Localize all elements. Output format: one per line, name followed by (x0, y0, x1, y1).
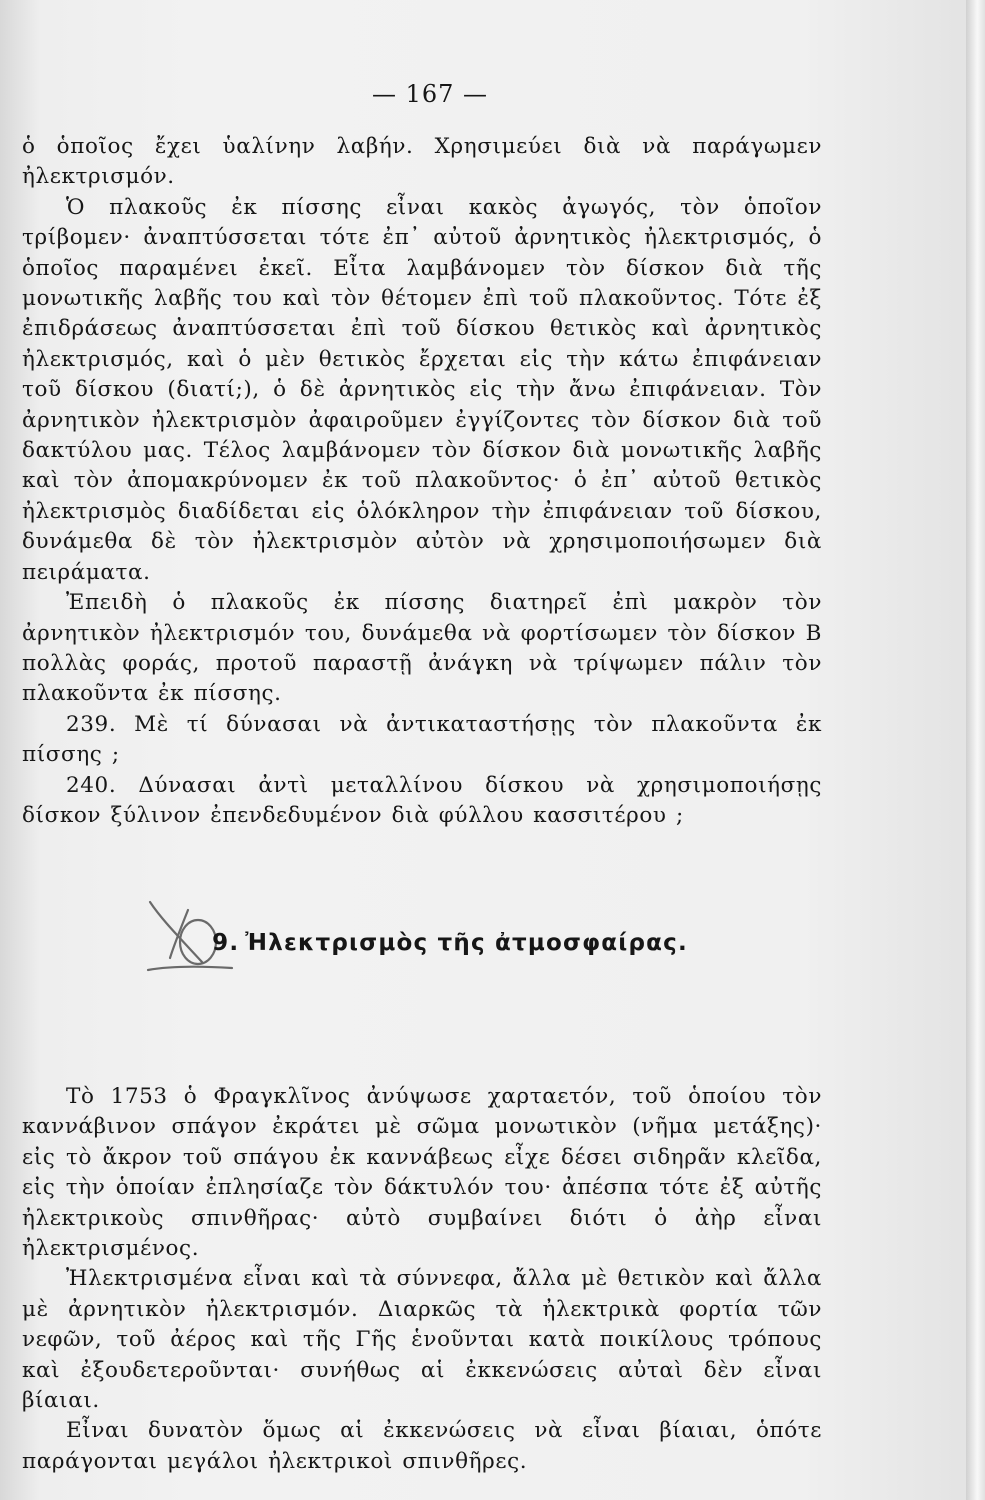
question-number: 239. (66, 711, 117, 737)
upper-text-block (22, 132, 822, 831)
paragraph-violent-discharges: Εἶναι δυνατὸν ὅμως αἱ ἐκκενώσεις νὰ εἶναι βίαιαι, ὁπότε παράγονται μεγάλοι ἠλεκτρικοὶ σπινθῆρες. (22, 1418, 822, 1474)
paragraph-pitch-cake-procedure: Ὁ πλακοῦς ἐκ πίσσης εἶναι κακὸς ἀγωγός, τὸν ὁποῖον τρίβομεν· ἀναπτύσσεται τότε ἐπ᾽ αὐτοῦ ἀρνητικὸς ἠλεκτρισμός, ὁ ὁποῖος παραμένει ἐκεῖ. Εἶτα λαμβάνομεν τὸν δίσκον διὰ τῆς μονωτικῆς λαβῆς του καὶ τὸν θέτομεν ἐπὶ τοῦ πλακοῦντος. Τότε ἐξ ἐπιδράσεως ἀναπτύσσεται ἐπὶ τοῦ δίσκου θετικὸς καὶ ἀρνητικὸς ἠλεκτρισμός, καὶ ὁ μὲν θετικὸς ἔρχεται εἰς τὴν κάτω ἐπιφάνειαν τοῦ δίσκου (διατί;), ὁ δὲ ἀρνητικὸς εἰς τὴν ἄνω ἐπιφάνειαν. Τὸν ἀρνητικὸν ἠλεκτρισμὸν ἀφαιροῦμεν ἐγγίζοντες τὸν δίσκον διὰ τοῦ δακτύλου μας. Τέλος λαμβάνομεν τὸν δίσκον διὰ μονωτικῆς λαβῆς καὶ τὸν ἀπομακρύνομεν ἐκ τοῦ πλακοῦντος· ὁ ἐπ᾽ αὐτοῦ θετικὸς ἠλεκτρισμὸς διαδίδεται εἰς ὁλόκληρον τὴν ἐπιφάνειαν τοῦ δίσκου, δυνάμεθα δὲ τὸν ἠλεκτρισμὸν αὐτὸν νὰ χρησιμοποιήσωμεν διὰ πειράματα. (22, 194, 822, 585)
question-239 (22, 710, 822, 771)
paragraph-electrophorus-handle: ὁ ὁποῖος ἔχει ὑαλίνην λαβήν. Χρησιμεύει διὰ νὰ παράγωμεν ἠλεκτρισμόν. (22, 134, 822, 190)
question-text: Δύνασαι ἀντὶ μεταλλίνου δίσκου νὰ χρησιμοποιήσῃς δίσκον ξύλινον ἐπενδεδυμένον διὰ φύλλου κασσιτέρου ; (22, 772, 822, 828)
section-number: 9. (212, 930, 240, 956)
section-heading (0, 930, 900, 956)
lower-text-block (22, 1082, 822, 1477)
page-number: — 167 — (371, 80, 489, 108)
section-title: Ἠλεκτρισμὸς τῆς ἀτμοσφαίρας. (245, 930, 688, 956)
paragraph-repeated-charging: Ἐπειδὴ ὁ πλακοῦς ἐκ πίσσης διατηρεῖ ἐπὶ μακρὸν τὸν ἀρνητικὸν ἠλεκτρισμόν του, δυνάμεθα νὰ φορτίσωμεν τὸν δίσκον Β πολλὰς φοράς, προτοῦ παραστῇ ἀνάγκη νὰ τρίψωμεν πάλιν τὸν πλακοῦντα ἐκ πίσσης. (22, 590, 822, 707)
paragraph-franklin-kite: Τὸ 1753 ὁ Φραγκλῖνος ἀνύψωσε χαρταετόν, τοῦ ὁποίου τὸν καννάβινον σπάγον ἐκράτει μὲ σῶμα μονωτικὸν (νῆμα μετάξης)· εἰς τὸ ἄκρον τοῦ σπάγου ἐκ καννάβεως εἶχε δέσει σιδηρᾶν κλεῖδα, εἰς τὴν ὁποίαν ἐπλησίαζε τὸν δάκτυλόν του· ἀπέσπα τότε ἐξ αὐτῆς ἠλεκτρικοὺς σπινθῆρας· αὐτὸ συμβαίνει διότι ὁ ἀὴρ εἶναι ἠλεκτρισμένος. (22, 1084, 822, 1262)
paragraph-charged-clouds: Ἠλεκτρισμένα εἶναι καὶ τὰ σύννεφα, ἄλλα μὲ θετικὸν καὶ ἄλλα μὲ ἀρνητικὸν ἠλεκτρισμόν. Διαρκῶς τὰ ἠλεκτρικὰ φορτία τῶν νεφῶν, τοῦ ἀέρος καὶ τῆς Γῆς ἑνοῦνται κατὰ ποικίλους τρόπους καὶ ἐξουδετεροῦνται· συνήθως αἱ ἐκκενώσεις αὐταὶ δὲν εἶναι βίαιαι. (22, 1266, 822, 1414)
question-text: Μὲ τί δύνασαι νὰ ἀντικαταστήσῃς τὸν πλακοῦντα ἐκ πίσσης ; (22, 711, 822, 768)
page-edge (966, 0, 985, 1500)
question-240 (22, 771, 822, 832)
question-number: 240. (66, 772, 117, 798)
